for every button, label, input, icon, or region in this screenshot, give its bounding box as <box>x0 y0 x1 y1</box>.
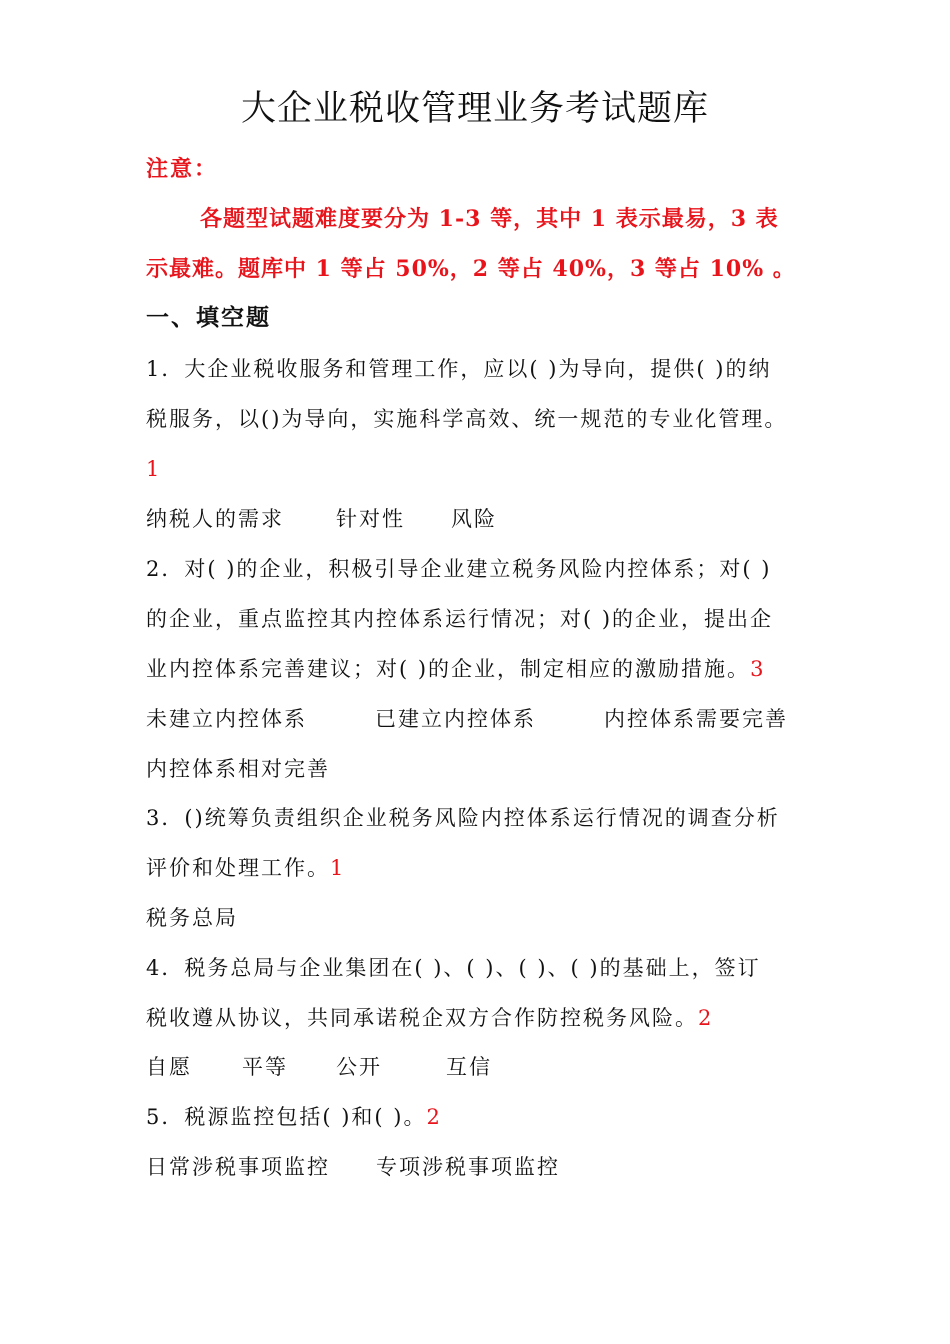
question-3-line-2 <box>146 853 826 883</box>
answer-item: 已建立内控体系 <box>375 707 536 731</box>
question-2-answers-row-1 <box>146 704 826 734</box>
notice-label: 注意： <box>146 156 219 182</box>
answer-item: 内控体系需要完善 <box>604 707 788 731</box>
notice-text-line-1: 各题型试题难度要分为 1-3 等，其中 1 表示最易，3 表 <box>200 206 779 232</box>
question-3-line-1: 3．()统筹负责组织企业税务风险内控体系运行情况的调查分析 <box>146 806 780 830</box>
answer-item: 互信 <box>446 1055 492 1079</box>
question-4-answers <box>146 1052 826 1082</box>
question-3-answer: 税务总局 <box>146 906 238 930</box>
question-4-line-2-text: 税收遵从协议，共同承诺税企双方合作防控税务风险。 <box>146 1006 698 1030</box>
question-2-line-3-text: 业内控体系完善建议；对( )的企业，制定相应的激励措施。 <box>146 657 751 681</box>
answer-item: 针对性 <box>336 507 405 531</box>
question-5-line-1 <box>146 1102 826 1132</box>
question-5-line-1-text: 5．税源监控包括( )和( )。 <box>146 1105 427 1129</box>
question-2-line-2: 的企业，重点监控其内控体系运行情况；对( )的企业，提出企 <box>146 607 774 631</box>
question-4-line-1: 4．税务总局与企业集团在( )、( )、( )、( )的基础上，签订 <box>146 956 761 980</box>
page-title: 大企业税收管理业务考试题库 <box>240 89 709 129</box>
answer-item: 纳税人的需求 <box>146 507 284 531</box>
notice-text-line-2: 示最难。题库中 1 等占 50%，2 等占 40%，3 等占 10% 。 <box>146 256 796 282</box>
answer-item: 日常涉税事项监控 <box>146 1155 330 1179</box>
question-1-answers <box>146 504 826 534</box>
question-3-line-2-text: 评价和处理工作。 <box>146 856 330 880</box>
question-3-difficulty: 1 <box>330 856 346 880</box>
question-1-line-2: 税服务，以()为导向，实施科学高效、统一规范的专业化管理。 <box>146 407 788 431</box>
question-4-difficulty: 2 <box>698 1006 714 1030</box>
answer-item: 未建立内控体系 <box>146 707 307 731</box>
question-2-line-3 <box>146 654 826 684</box>
section-heading-fill-in-blank: 一、填空题 <box>146 304 271 331</box>
question-2-answer-4: 内控体系相对完善 <box>146 757 330 781</box>
question-4-line-2 <box>146 1003 826 1033</box>
answer-item: 自愿 <box>146 1055 192 1079</box>
question-2-difficulty: 3 <box>750 657 766 681</box>
question-1-line-1: 1．大企业税收服务和管理工作，应以( )为导向，提供( )的纳 <box>146 357 772 381</box>
answer-item: 平等 <box>242 1055 288 1079</box>
answer-item: 风险 <box>451 507 497 531</box>
question-2-line-1: 2．对( )的企业，积极引导企业建立税务风险内控体系；对( ) <box>146 557 772 581</box>
question-5-answers <box>146 1152 826 1182</box>
question-1-difficulty: 1 <box>146 457 162 481</box>
answer-item: 专项涉税事项监控 <box>376 1155 560 1179</box>
answer-item: 公开 <box>336 1055 382 1079</box>
question-5-difficulty: 2 <box>426 1105 442 1129</box>
